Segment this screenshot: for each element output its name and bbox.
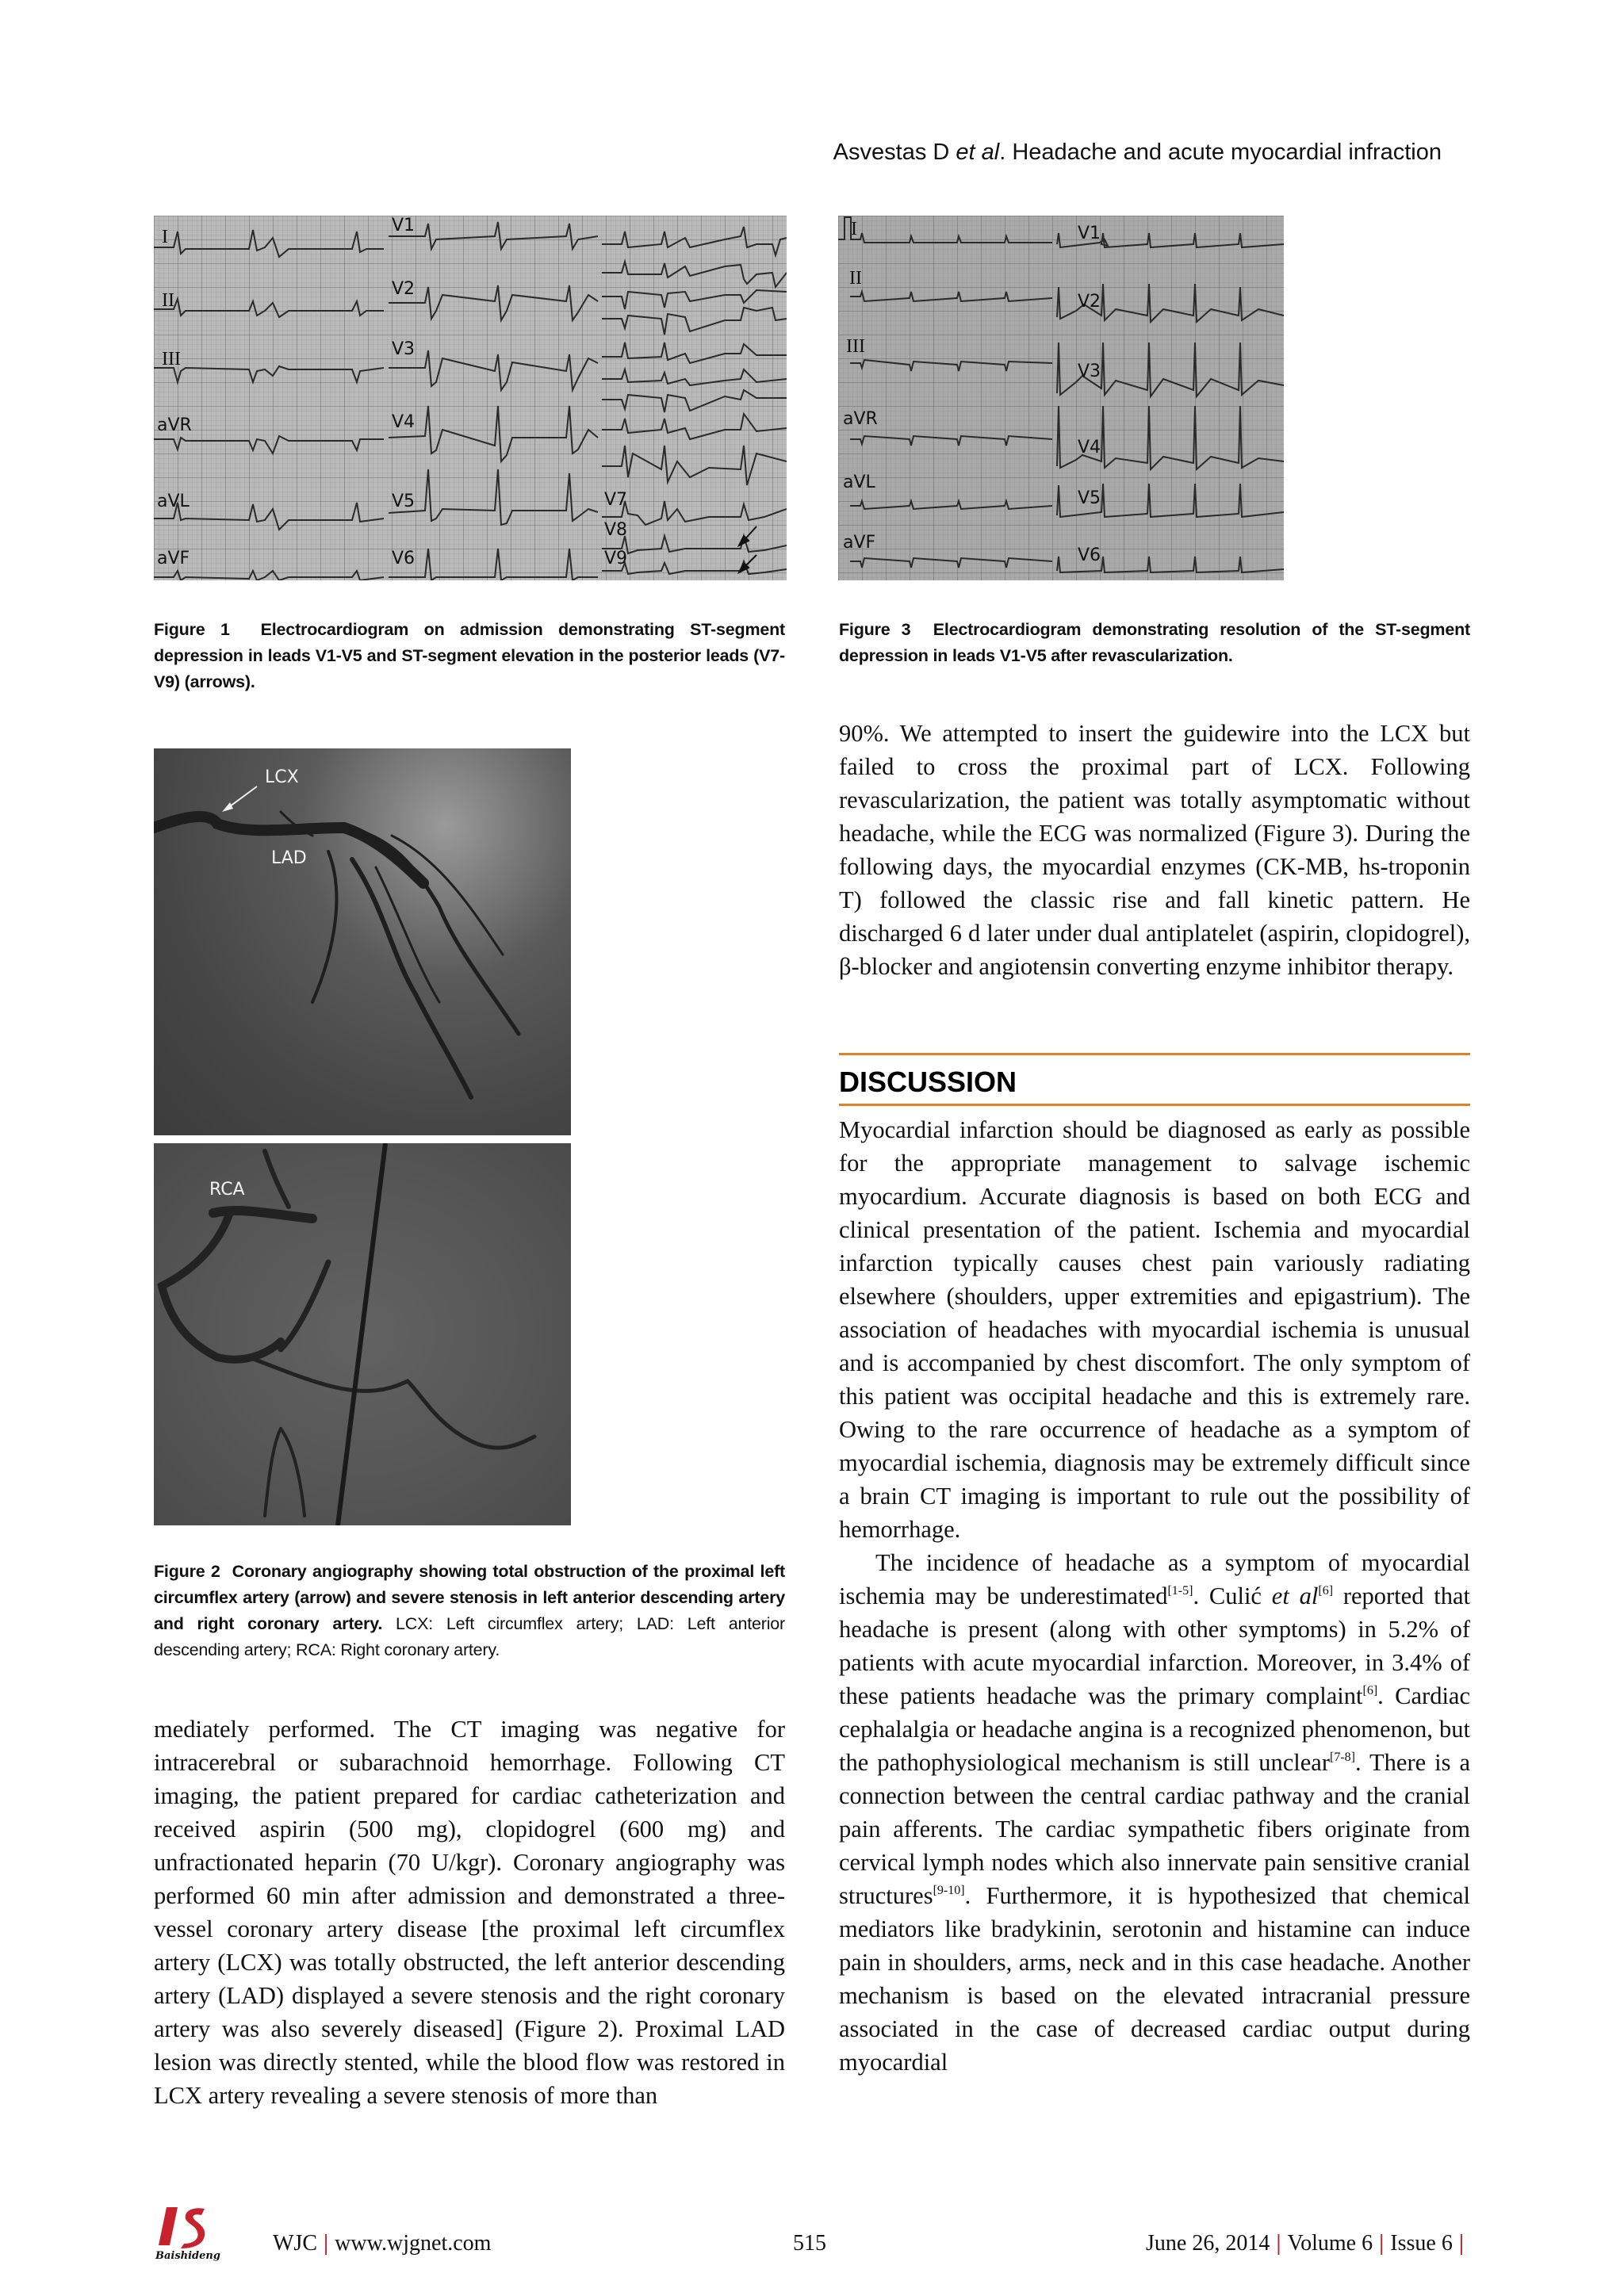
lead-label-aVF: aVF — [843, 533, 876, 553]
lead-label-V5: V5 — [1078, 488, 1101, 508]
lead-label-V9: V9 — [604, 549, 628, 568]
footer-journal: WJC — [273, 2231, 317, 2256]
baishideng-logo-icon — [155, 2204, 211, 2252]
discussion-p2-text-3: reported that headache is present (along with other symptoms) in 5.2% of patients with acute myocardial infarction. Moreover, in 3.4% of these patients headache was the primary complaint — [839, 1582, 1470, 1709]
footer-date: June 26, 2014 — [1146, 2231, 1270, 2256]
lead-label-III: III — [846, 336, 865, 357]
figure-1-caption-label: Figure 1 — [154, 620, 230, 639]
section-rule-top — [839, 1053, 1470, 1055]
discussion-p2-text-6: . Furthermore, it is hypothesized that chemical mediators like bradykinin, serotonin and histamine can induce pain in shoulders, arms, neck and in this case headache. Another mechanism is based on the elevated intracranial pressure associated in the case of decreased cardiac output during myocardial — [839, 1882, 1470, 2076]
angio-label-lcx: LCX — [265, 767, 299, 787]
ecg-traces-figure-1 — [154, 216, 787, 580]
left-column-paragraph: mediately performed. The CT imaging was negative for intracerebral or subarachnoid hemorrhage. Following CT imaging, the patient prepared for cardiac catheterization and received aspirin (500 mg), clopidogrel (600 mg) and unfractionated heparin (70 U/kgr). Coronary angiography was performed 60 min after admission and demonstrated a three-vessel coronary artery disease [the proximal left circumflex artery (LCX) was totally obstructed, the left anterior descending artery (LAD) displayed a severe stenosis and the right coronary artery was also severely diseased] (Figure 2). Proximal LAD lesion was directly stented, while the blood flow was restored in LCX artery revealing a severe stenosis of more than — [154, 1716, 785, 2109]
footer-website-link[interactable]: www.wjgnet.com — [335, 2231, 492, 2256]
footer-separator: | — [1458, 2231, 1464, 2256]
footer-issue: Issue 6 — [1390, 2231, 1453, 2256]
lead-label-V4: V4 — [392, 412, 416, 432]
right-column-continued — [839, 717, 1470, 983]
lead-label-aVL: aVL — [843, 473, 875, 492]
coronary-vessels-right — [154, 1143, 571, 1525]
lead-label-aVF: aVF — [157, 549, 190, 568]
lead-label-V6: V6 — [392, 549, 416, 568]
publisher-logo-text: Baishideng — [155, 2250, 220, 2262]
lead-label-aVR: aVR — [157, 415, 192, 435]
lead-label-V5: V5 — [392, 492, 416, 511]
lead-label-aVL: aVL — [157, 492, 190, 511]
figure-2-caption-abbreviations: LCX: Left circumflex artery; LAD: Left anterior descending artery; RCA: Right coronary artery. — [154, 1614, 785, 1659]
lead-label-I: I — [851, 219, 857, 239]
discussion-p2-text-2: . Culić — [1193, 1582, 1272, 1609]
footer-right — [1146, 2231, 1470, 2256]
discussion-p2-text-5: . There is a connection between the central cardiac pathway and the cranial pain afferents. The cardiac sympathetic fibers originate from cervical lymph nodes which also innervate pain sensitive cranial structures — [839, 1749, 1470, 1909]
lead-label-I: I — [162, 227, 168, 247]
section-heading-discussion: DISCUSSION — [839, 1066, 1017, 1098]
figure-1-ecg-image — [154, 216, 787, 580]
publisher-logo — [155, 2204, 220, 2264]
footer-separator: | — [1276, 2231, 1281, 2256]
figure-2-caption-label: Figure 2 — [154, 1562, 220, 1581]
footer-page-number: 515 — [793, 2231, 826, 2256]
ecg-traces-figure-3 — [838, 216, 1284, 580]
footer-separator: | — [1379, 2231, 1385, 2256]
running-head-et-al: et al — [956, 140, 1000, 165]
lead-label-V2: V2 — [1078, 292, 1101, 312]
citation-ref: [9-10] — [933, 1884, 965, 1897]
citation-ref: [7-8] — [1330, 1751, 1355, 1764]
lead-label-V3: V3 — [1078, 362, 1101, 381]
citation-ref: [1-5] — [1167, 1584, 1193, 1598]
lead-label-II: II — [849, 268, 862, 289]
figure-2-caption — [154, 1559, 785, 1663]
discussion-paragraph-1: Myocardial infarction should be diagnosed as early as possible for the appropriate management to salvage ischemic myocardium. Accurate diagnosis is based on both ECG and clinical presentation of the patient. Ischemia and myocardial infarction typically causes chest pain variously radiating elsewhere (shoulders, upper extremities and epigastrium). The association of headaches with myocardial ischemia is unusual and is accompanied by chest discomfort. The only symptom of this patient was occipital headache and this is extremely rare. Owing to the rare occurrence of headache as a symptom of myocardial ischemia, diagnosis may be extremely difficult since a brain CT imaging is important to rule out the possibility of hemorrhage. — [839, 1116, 1470, 1543]
lead-label-aVR: aVR — [843, 409, 878, 429]
lead-label-V6: V6 — [1078, 545, 1101, 565]
figure-3-caption-label: Figure 3 — [839, 620, 911, 639]
lead-label-V1: V1 — [1078, 224, 1101, 243]
figure-2-angiography-bottom-image — [154, 1143, 571, 1525]
lead-label-V2: V2 — [392, 279, 416, 299]
citation-ref: [6] — [1318, 1584, 1334, 1598]
lead-label-II: II — [162, 290, 174, 311]
lcx-arrow-icon — [154, 748, 571, 1135]
figure-1-caption-text: Electrocardiogram on admission demonstrating ST-segment depression in leads V1-V5 and ST-segment elevation in the posterior leads (V7-V9) (arrows). — [154, 620, 786, 691]
figure-3-caption-text: Electrocardiogram demonstrating resolution of the ST-segment depression in leads V1-V5 after revascularization. — [839, 620, 1471, 665]
footer-left — [273, 2231, 491, 2256]
angio-label-lad: LAD — [271, 848, 307, 868]
left-column-body — [154, 1712, 785, 2112]
figure-3-ecg-image — [838, 216, 1284, 580]
lead-label-V4: V4 — [1078, 438, 1101, 457]
footer-separator: | — [324, 2231, 329, 2256]
figure-2-angiography-top-image — [154, 748, 571, 1135]
running-head-authors: Asvestas D — [833, 140, 956, 165]
lead-label-III: III — [162, 349, 181, 369]
figure-2-caption-bold-text: Coronary angiography showing total obstruction of the proximal left circumflex artery (arrow) and severe stenosis in left anterior descending artery and right coronary artery. — [154, 1562, 786, 1633]
lead-label-V7: V7 — [604, 490, 628, 510]
figure-1-caption — [154, 617, 785, 695]
discussion-paragraph-2 — [839, 1546, 1470, 2079]
section-rule-bottom — [839, 1104, 1470, 1106]
running-head — [793, 140, 1442, 166]
footer-volume: Volume 6 — [1287, 2231, 1373, 2256]
discussion-p2-et-al: et al — [1271, 1582, 1319, 1609]
discussion-p2-text-4: . Cardiac cephalalgia or headache angina is a recognized phenomenon, but the pathophysiological mechanism is still unclear — [839, 1682, 1471, 1776]
figure-3-caption — [839, 617, 1470, 669]
running-head-title: . Headache and acute myocardial infraction — [999, 140, 1442, 165]
discussion-p2-text-1: The incidence of headache as a symptom of myocardial ischemia may be underestimated — [839, 1549, 1470, 1609]
lead-label-V8: V8 — [604, 520, 628, 540]
discussion-body — [839, 1113, 1470, 2079]
angio-label-rca: RCA — [209, 1180, 245, 1200]
right-column-paragraph-continued: 90%. We attempted to insert the guidewire into the LCX but failed to cross the proximal part of LCX. Following revascularization, the patient was totally asymptomatic without headache, while the ECG was normalized (Figure 3). During the following days, the myocardial enzymes (CK-MB, hs-troponin T) followed the classic rise and fall kinetic pattern. He discharged 6 d later under dual antiplatelet (aspirin, clopidogrel), β-blocker and angiotensin converting enzyme inhibitor therapy. — [839, 720, 1470, 980]
citation-ref: [6] — [1362, 1684, 1378, 1697]
lead-label-V1: V1 — [392, 216, 416, 235]
lead-label-V3: V3 — [392, 339, 416, 359]
